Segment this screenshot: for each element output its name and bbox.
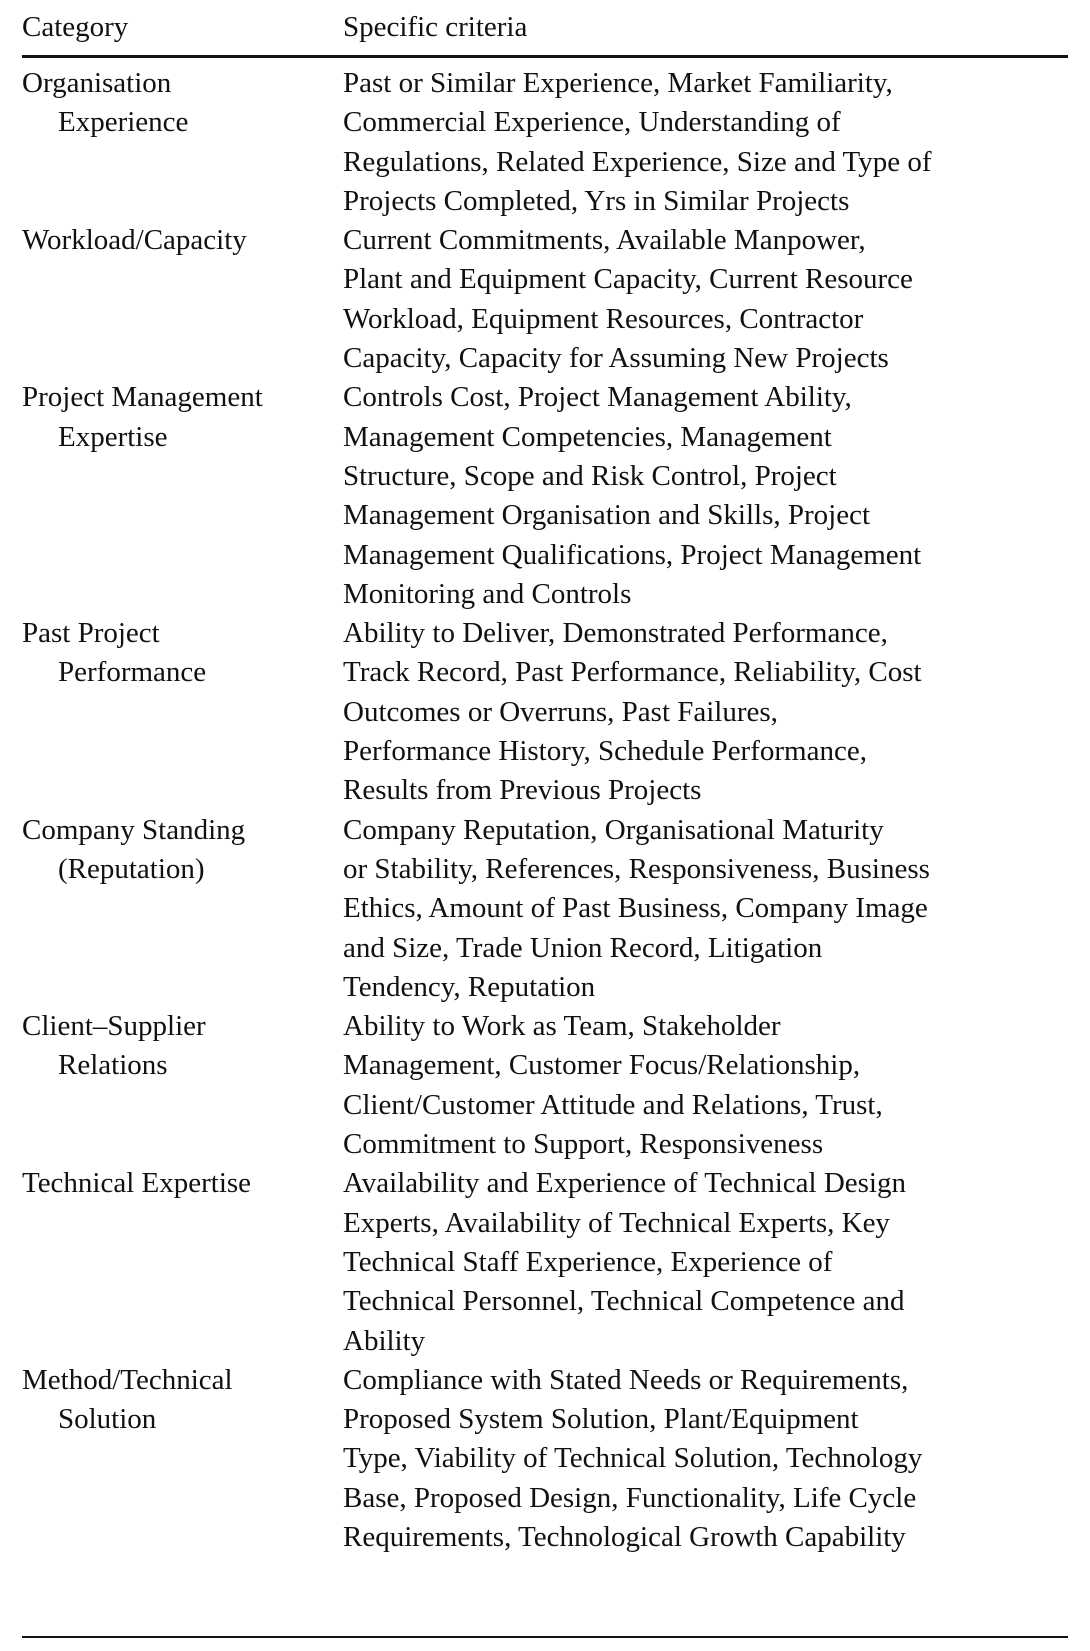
category-text: Technical Expertise	[22, 1167, 252, 1200]
criteria-cell	[343, 64, 1068, 221]
table-row-method-technical-solution	[22, 1361, 1068, 1557]
criteria-text: Management Competencies, Management	[343, 420, 832, 453]
criteria-text: Monitoring and Controls	[343, 577, 632, 610]
table-row-workload-capacity	[22, 221, 1068, 378]
category-cell	[22, 1361, 343, 1557]
table-row-organisation-experience	[22, 64, 1068, 221]
category-cell	[22, 1007, 343, 1164]
criteria-text: Client/Customer Attitude and Relations, Trust,	[343, 1088, 883, 1121]
criteria-text: Management Organisation and Skills, Project	[343, 499, 871, 532]
criteria-text: Availability and Experience of Technical Design	[343, 1167, 906, 1200]
table-row-technical-expertise	[22, 1164, 1068, 1360]
category-cell	[22, 221, 343, 378]
category-cell	[22, 1164, 343, 1360]
criteria-cell	[343, 1164, 1068, 1360]
category-cell	[22, 64, 343, 221]
criteria-cell	[343, 811, 1068, 1007]
criteria-text: and Size, Trade Union Record, Litigation	[343, 931, 823, 964]
criteria-text: Management, Customer Focus/Relationship,	[343, 1049, 861, 1082]
criteria-text: Ability to Deliver, Demonstrated Performance,	[343, 617, 888, 650]
category-text: Performance	[58, 656, 207, 689]
table-row-company-standing	[22, 811, 1068, 1007]
criteria-text: Performance History, Schedule Performance,	[343, 735, 867, 768]
table-row-past-project-performance	[22, 614, 1068, 810]
table-header	[22, 0, 1068, 56]
criteria-cell	[343, 614, 1068, 810]
criteria-text: Workload, Equipment Resources, Contractor	[343, 302, 864, 335]
category-text: Organisation	[22, 67, 172, 99]
category-text: Workload/Capacity	[22, 224, 247, 257]
criteria-text: Results from Previous Projects	[343, 774, 702, 807]
criteria-cell	[343, 1361, 1068, 1557]
criteria-text: Proposed System Solution, Plant/Equipment	[343, 1403, 859, 1436]
criteria-text: Plant and Equipment Capacity, Current Resource	[343, 263, 913, 296]
criteria-table	[22, 0, 1068, 1553]
criteria-cell	[343, 1007, 1068, 1164]
criteria-text: Commitment to Support, Responsiveness	[343, 1128, 824, 1161]
header-category: Category	[22, 11, 129, 43]
criteria-text: Past or Similar Experience, Market Familiarity,	[343, 67, 893, 99]
criteria-cell	[343, 378, 1068, 614]
criteria-text: Projects Completed, Yrs in Similar Projects	[343, 184, 850, 217]
criteria-text: Regulations, Related Experience, Size and Type of	[343, 145, 932, 178]
category-cell	[22, 614, 343, 810]
criteria-text: Ethics, Amount of Past Business, Company Image	[343, 892, 928, 925]
category-text: Experience	[58, 106, 189, 139]
category-cell	[22, 378, 343, 614]
category-text: Expertise	[58, 420, 168, 453]
criteria-text: Current Commitments, Available Manpower,	[343, 224, 866, 257]
category-text: Method/Technical	[22, 1363, 233, 1396]
criteria-text: Technical Personnel, Technical Competence and	[343, 1285, 905, 1318]
criteria-text: Requirements, Technological Growth Capability	[343, 1520, 906, 1553]
criteria-text: Company Reputation, Organisational Maturity	[343, 813, 884, 846]
criteria-text: Ability	[343, 1324, 426, 1357]
criteria-text: Management Qualifications, Project Management	[343, 538, 922, 571]
category-text: (Reputation)	[58, 852, 205, 885]
criteria-text: Outcomes or Overruns, Past Failures,	[343, 695, 778, 728]
category-text: Relations	[58, 1049, 168, 1082]
criteria-text: Type, Viability of Technical Solution, Technology	[343, 1442, 923, 1475]
criteria-text: Track Record, Past Performance, Reliability, Cost	[343, 656, 922, 689]
bottom-rule	[22, 1636, 1068, 1638]
criteria-text: Structure, Scope and Risk Control, Project	[343, 459, 837, 492]
table-row-project-management-expertise	[22, 378, 1068, 614]
header-specific-criteria: Specific criteria	[343, 11, 528, 43]
criteria-text: Tendency, Reputation	[343, 970, 596, 1003]
criteria-text: or Stability, References, Responsiveness, Business	[343, 852, 930, 885]
category-text: Solution	[58, 1403, 157, 1436]
criteria-text: Commercial Experience, Understanding of	[343, 106, 841, 139]
table-body	[22, 64, 1068, 1557]
criteria-text: Capacity, Capacity for Assuming New Projects	[343, 342, 889, 375]
category-cell	[22, 811, 343, 1007]
header-rule	[22, 55, 1068, 58]
criteria-text: Experts, Availability of Technical Experts, Key	[343, 1206, 890, 1239]
category-text: Company Standing	[22, 813, 246, 846]
category-text: Past Project	[22, 617, 160, 650]
criteria-text: Base, Proposed Design, Functionality, Life Cycle	[343, 1481, 917, 1514]
criteria-cell	[343, 221, 1068, 378]
criteria-text: Ability to Work as Team, Stakeholder	[343, 1010, 781, 1043]
criteria-text: Technical Staff Experience, Experience of	[343, 1245, 833, 1278]
criteria-text: Controls Cost, Project Management Ability,	[343, 381, 852, 414]
criteria-text: Compliance with Stated Needs or Requirements,	[343, 1363, 909, 1396]
category-text: Project Management	[22, 381, 263, 414]
category-text: Client–Supplier	[22, 1010, 206, 1043]
table-row-client-supplier-relations	[22, 1007, 1068, 1164]
